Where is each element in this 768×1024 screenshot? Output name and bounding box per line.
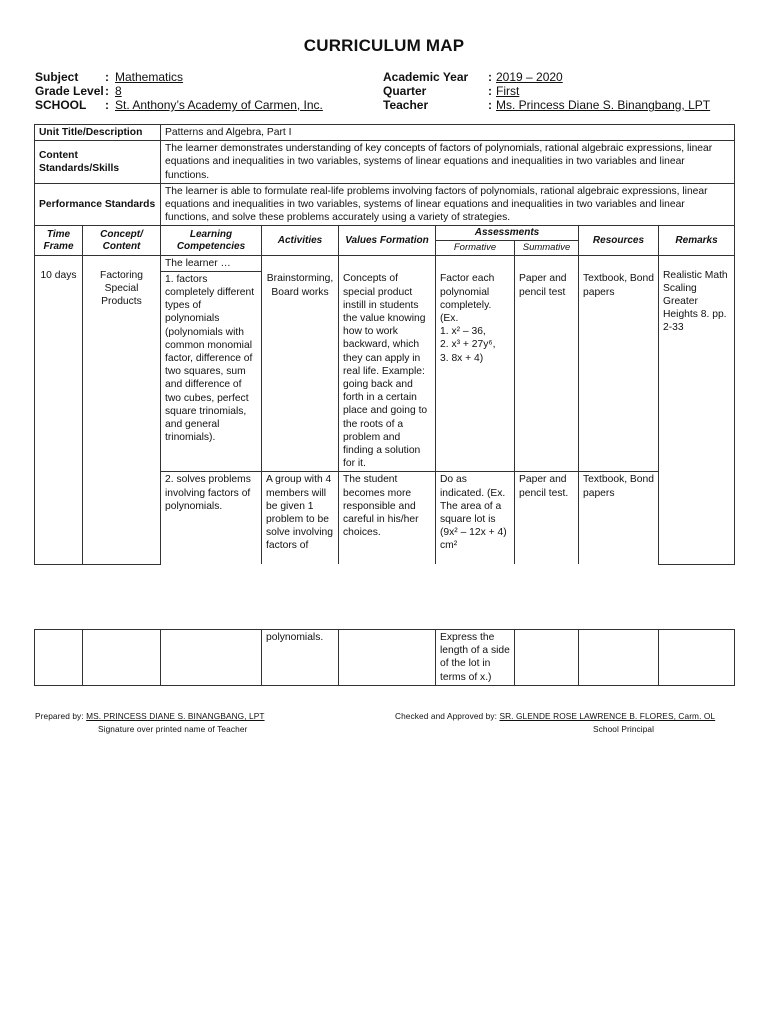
checked-name: SR. GLENDE ROSE LAWRENCE B. FLORES, Carm. OL [499, 711, 716, 721]
col-summative: Summative [515, 241, 579, 255]
summative-1: Paper and pencil test [515, 271, 579, 472]
resources-1: Textbook, Bond papers [579, 271, 659, 472]
formative-1-item-2: 2. x³ + 27y⁶, [440, 339, 496, 351]
meta-right [383, 70, 710, 112]
subject-label: Subject [35, 70, 79, 84]
quarter-value: First [496, 84, 520, 98]
checked-by [395, 711, 715, 721]
col-resources: Resources [579, 226, 659, 255]
checked-label: Checked and Approved by: [395, 711, 498, 721]
formative-2: Do as indicated. (Ex. The area of a square lot is (9x² – 12x + 4) cm² [436, 472, 515, 565]
formative-1-item-3: 3. 8x + 4) [440, 352, 484, 364]
year-value: 2019 – 2020 [496, 70, 563, 84]
activity-2: A group with 4 members will be given 1 problem to be solve involving factors of [262, 472, 339, 565]
col-time-frame: Time Frame [35, 226, 83, 255]
unit-row [35, 125, 735, 141]
school-label: SCHOOL [35, 98, 87, 112]
prepared-name: MS. PRINCESS DIANE S. BINANGBANG, LPT [86, 711, 265, 721]
formative-1-intro: Factor each polynomial completely. (Ex. [440, 273, 495, 324]
formative-2-continued: Express the length of a side of the lot in terms of x.) [436, 630, 515, 686]
unit-label: Unit Title/Description [35, 125, 161, 141]
summative-2: Paper and pencil test. [515, 472, 579, 565]
col-values: Values Formation [339, 226, 436, 255]
col-assessments: Assessments [436, 226, 579, 241]
quarter-label: Quarter [383, 84, 427, 98]
quarter-row: Quarter :First [383, 84, 520, 98]
performance-standards-row [35, 183, 735, 226]
performance-label: Performance Standards [35, 183, 161, 226]
prepared-by [35, 711, 265, 721]
content-value: The learner demonstrates understanding of key concepts of factors of polynomials, rational algebraic expressions, linear equations and inequalities in two variables, systems of linear equations and inequalities in two variables and linear functions. [161, 141, 735, 184]
col-concept: Concept/ Content [83, 226, 161, 255]
subject-value: Mathematics [115, 70, 184, 84]
content-standards-row [35, 141, 735, 184]
subject-row: Subject :Mathematics [35, 70, 184, 84]
curriculum-table-continued [34, 629, 735, 686]
col-formative: Formative [436, 241, 515, 255]
year-row: Academic Year :2019 – 2020 [383, 70, 563, 84]
year-label: Academic Year [383, 70, 469, 84]
column-header-row [35, 226, 735, 241]
grade-row: Grade Level:8 [35, 84, 122, 98]
concept-cell: Factoring Special Products [83, 255, 161, 564]
col-competencies: Learning Competencies [161, 226, 262, 255]
teacher-row: Teacher :Ms. Princess Diane S. Binangbang, LPT [383, 98, 711, 112]
competency-2: 2. solves problems involving factors of polynomials. [161, 472, 262, 565]
remarks-cell: Realistic Math Scaling Greater Heights 8. pp. 2-33 [659, 255, 735, 564]
activity-2-continued: polynomials. [262, 630, 339, 686]
meta-left [35, 70, 323, 112]
learner-intro: The learner … [161, 255, 262, 271]
page-title: CURRICULUM MAP [303, 36, 465, 55]
teacher-value: Ms. Princess Diane S. Binangbang, LPT [496, 98, 711, 112]
formative-1-item-1: 1. x² – 36, [440, 326, 486, 338]
continued-row [35, 630, 735, 686]
grade-value: 8 [115, 84, 122, 98]
prepared-caption: Signature over printed name of Teacher [98, 724, 248, 734]
performance-value: The learner is able to formulate real-life problems involving factors of polynomials, rational algebraic expressions, linear equations and inequalities in two variables, systems of linear equations and inequalities in two variables and linear functions, and solve these problems accurately using a variety of strategies. [161, 183, 735, 226]
content-label: Content Standards/Skills [35, 141, 161, 184]
competency-1: 1. factors completely different types of polynomials (polynomials with common monomial factor, difference of two squares, sum and difference of two cubes, perfect square trinomials, and general trinomials). [161, 271, 262, 472]
col-remarks: Remarks [659, 226, 735, 255]
unit-value: Patterns and Algebra, Part I [161, 125, 735, 141]
grade-label: Grade Level [35, 84, 104, 98]
school-row: SCHOOL :St. Anthony’s Academy of Carmen, Inc. [35, 98, 323, 112]
resources-2: Textbook, Bond papers [579, 472, 659, 565]
checked-caption: School Principal [593, 724, 655, 734]
col-activities: Activities [262, 226, 339, 255]
values-1: Concepts of special product instill in students the value knowing how to work backward, which they can apply in real life. Example: going back and forth in a certain place and going to the roots of a problem and finding a solution for it. [339, 271, 436, 472]
teacher-label: Teacher [383, 98, 429, 112]
prepared-label: Prepared by: [35, 711, 84, 721]
values-2: The student becomes more responsible and careful in his/her choices. [339, 472, 436, 565]
time-frame-cell: 10 days [35, 255, 83, 564]
school-value: St. Anthony’s Academy of Carmen, Inc. [115, 98, 323, 112]
curriculum-table [34, 124, 735, 565]
learner-intro-row [35, 255, 735, 271]
formative-1 [436, 271, 515, 472]
activity-1: Brainstorming, Board works [262, 271, 339, 472]
